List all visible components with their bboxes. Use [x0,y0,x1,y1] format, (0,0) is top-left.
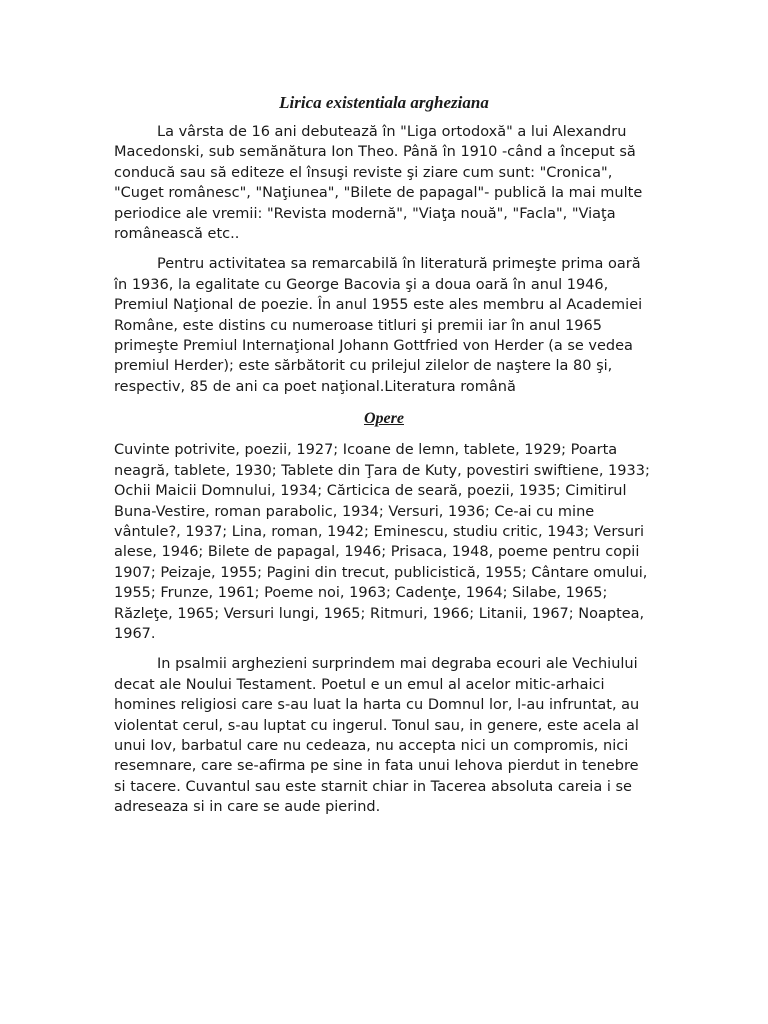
document-title: Lirica existentiala argheziana [279,93,489,112]
paragraph-awards: Pentru activitatea sa remarcabilă în literatură primeşte prima oară în 1936, la egalitate cu George Bacovia şi a doua oară în anul 1946, Premiul Naţional de poezie. În anul 1955 este ales membru al Academiei Române, este distins cu numeroase titluri şi premii iar în anul 1965 primeşte Premiul Internaţional Johann Gottfried von Herder (a se vedea premiul Herder); este sărbătorit cu prilejul zilelor de naştere la 80 şi, respectiv, 85 de ani ca poet naţional.Literatura română [114,256,643,395]
paragraph-debut: La vârsta de 16 ani debutează în "Liga ortodoxă" a lui Alexandru Macedonski, sub semănătura Ion Theo. Până în 1910 -când a început să conducă sau să editeze el însuşi reviste şi ziare cum sunt: "Cronica", "Cuget românesc", "Naţiunea", "Bilete de papagal"- publică la mai multe periodice ale vremii: "Revista modernă", "Viaţa nouă", "Facla", "Viaţa românească etc.. [114,124,643,243]
works-list: Cuvinte potrivite, poezii, 1927; Icoane de lemn, tablete, 1929; Poarta neagră, tablete, 1930; Tablete din Ţara de Kuty, povestiri swiftiene, 1933; Ochii Maicii Domnului, 1934; Cărticica de seară, poezii, 1935; Cimitirul Buna-Vestire, roman parabolic, 1934; Versuri, 1936; Ce-ai cu mine vântule?, 1937; Lina, roman, 1942; Eminescu, studiu critic, 1943; Versuri alese, 1946; Bilete de papagal, 1946; Prisaca, 1948, poeme pentru copii 1907; Peizaje, 1955; Pagini din trecut, publicistică, 1955; Cântare omului, 1955; Frunze, 1961; Poeme noi, 1963; Cadenţe, 1964; Silabe, 1965; Răzleţe, 1965; Versuri lungi, 1965; Ritmuri, 1966; Litanii, 1967; Noaptea, 1967. [114,442,650,642]
paragraph-psalms: In psalmii arghezieni surprindem mai degraba ecouri ale Vechiului decat ale Noului Testament. Poetul e un emul al acelor mitic-arhaici homines religiosi care s-au luat la harta cu Domnul lor, l-au infruntat, au violentat cerul, s-au luptat cu ingerul. Tonul sau, in genere, este acela al unui Iov, barbatul care nu cedeaza, nu accepta nici un compromis, nici resemnare, care se-afirma pe sine in fata unui Iehova pierdut in tenebre si tacere. Cuvantul sau este starnit chiar in Tacerea absoluta careia i se adreseaza si in care se aude pierind. [114,656,640,816]
section-heading-opere: Opere [364,410,404,428]
document-body [114,93,654,828]
